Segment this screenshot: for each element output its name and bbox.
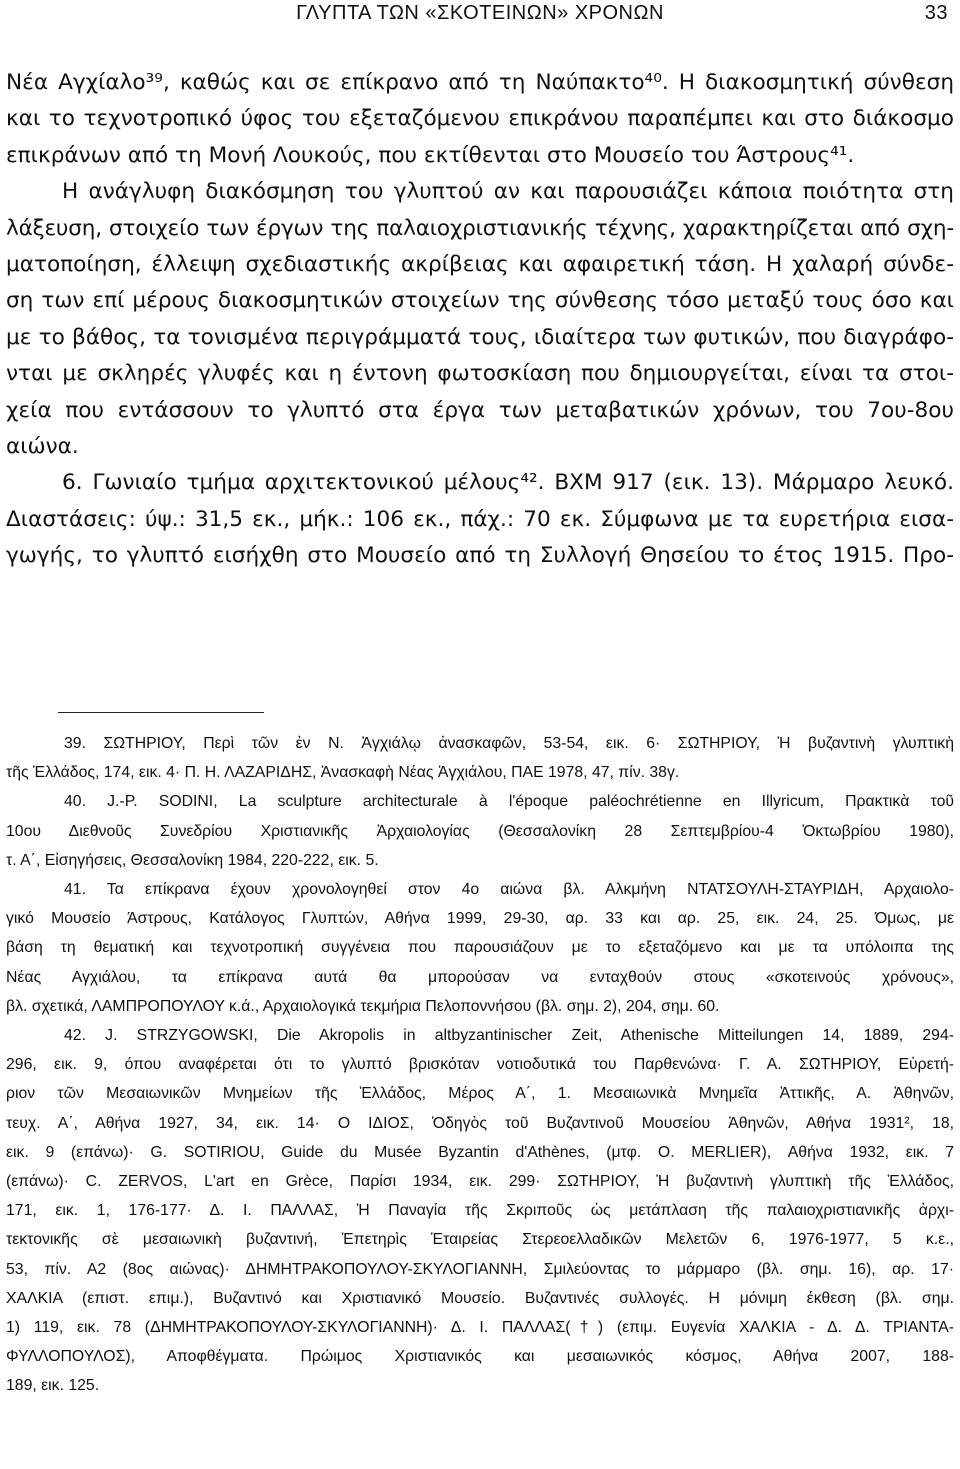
footnote-line: 296, εικ. 9, όπου αναφέρεται ότι το γλυπτό βρισκόταν νοτιοδυτικά του Παρθενώνα· Γ. Α. ΣΩΤΗΡΙΟΥ, Εὑρετή- <box>6 1056 954 1074</box>
body-line: νται με σκληρές γλυφές και η έντονη φωτοσκίαση που δημιουργείται, είναι τα στοι- <box>6 361 954 387</box>
footnotes <box>6 729 954 1401</box>
body-line: αιώνα. <box>6 434 79 460</box>
body-line: Διαστάσεις: ύψ.: 31,5 εκ., μήκ.: 106 εκ., πάχ.: 70 εκ. Σύμφωνα με τα ευρετήρια εισα- <box>6 506 954 532</box>
footnote-line: 42. J. STRZYGOWSKI, Die Akropolis in altbyzantinischer Zeit, Athenische Mitteilungen 14, 1889, 294- <box>64 1027 954 1045</box>
body-line: λάξευση, στοιχείο των έργων της παλαιοχριστιανικής τέχνης, χαρακτηρίζεται από σχη- <box>6 215 954 241</box>
footnote-line: Νέας Αγχιάλου, τα επίκρανα αυτά θα μπορούσαν να ενταχθούν στους «σκοτεινούς χρόνους», <box>6 968 954 986</box>
footnote-line: εικ. 9 (επάνω)· G. SOTIRIOU, Guide du Musée Byzantin d'Athènes, (μτφ. O. MERLIER), Αθήνα 1932, εικ. 7 <box>6 1143 954 1161</box>
body-line: γωγής, το γλυπτό εισήχθη στο Μουσείο από τη Συλλογή Θησείου το έτος 1915. Προ- <box>6 543 954 569</box>
running-head-title: ΓΛΥΠΤΑ ΤΩΝ «ΣΚΟΤΕΙΝΩΝ» ΧΡΟΝΩΝ <box>296 2 664 24</box>
body-line: χεία που εντάσσουν το γλυπτό στα έργα των μεταβατικών χρόνων, του 7ου-8ου <box>6 397 954 423</box>
body-line: ση των επί μέρους διακοσμητικών στοιχείων της σύνθεσης τόσο μεταξύ τους όσο και <box>6 288 954 314</box>
body-line: Νέα Αγχίαλο³⁹, καθώς και σε επίκρανο από τη Ναύπακτο⁴⁰. Η διακοσμητική σύνθεση <box>6 70 954 95</box>
footnote-line: ΧΑΛΚΙΑ (επιστ. επιμ.), Βυζαντινό και Χριστιανικό Μουσείο. Βυζαντινές συλλογές. Η μόνιμη έκθεση (βλ. σημ. <box>6 1289 954 1307</box>
footnote-line: 171, εικ. 1, 176-177· Δ. Ι. ΠΑΛΛΑΣ, Ἡ Παναγία τῆς Σκριποῦς ὡς μετάπλαση τῆς παλαιοχριστιανικῆς ἀρχι- <box>6 1202 954 1220</box>
footnote-separator <box>58 712 264 713</box>
footnote-line: βλ. σχετικά, ΛΑΜΠΡΟΠΟΥΛΟΥ κ.ά., Αρχαιολογικά τεκμήρια Πελοποννήσου (βλ. σημ. 2), 204, σημ. 60. <box>6 997 720 1015</box>
footnote-line: (επάνω)· C. ZERVOS, L'art en Grèce, Παρίσι 1934, εικ. 299· ΣΩΤΗΡΙΟΥ, Ἡ βυζαντινὴ γλυπτικὴ τῆς Ἑλλάδος, <box>6 1173 954 1191</box>
body-line: με το βάθος, τα τονισμένα περιγράμματά τους, ιδιαίτερα των φυτικών, που διαγράφο- <box>6 324 954 350</box>
body-line: επικράνων από τη Μονή Λουκούς, που εκτίθενται στο Μουσείο του Άστρους⁴¹. <box>6 142 855 168</box>
footnote-line: 53, πίν. Α2 (8ος αιώνας)· ΔΗΜΗΤΡΑΚΟΠΟΥΛΟΥ-ΣΚΥΛΟΓΙΑΝΝΗ, Σμιλεύοντας το μάρμαρο (βλ. σημ. 16), αρ. 17· <box>6 1260 954 1278</box>
footnote-line: 189, εικ. 125. <box>6 1377 100 1395</box>
footnote-line: βάση τη θεματική και τεχνοτροπική συγγένεια που παρουσιάζουν με το εξεταζόμενο και με τα υπόλοιπα της <box>6 939 954 957</box>
running-head <box>0 2 960 30</box>
footnote-line: 1) 119, εικ. 78 (ΔΗΜΗΤΡΑΚΟΠΟΥΛΟΥ-ΣΚΥΛΟΓΙΑΝΝΗ)· Δ. Ι. ΠΑΛΛΑΣ(†) (επιμ. Ευγενία ΧΑΛΚΙΑ - Δ. Δ. ΤΡΙΑΝΤΑ- <box>6 1319 954 1337</box>
footnote-line: ΦΥΛΛΟΠΟΥΛΟΣ), Αποφθέγματα. Πρώιμος Χριστιανικός και μεσαιωνικός κόσμος, Αθήνα 2007, 188- <box>6 1348 954 1366</box>
footnote-line: γικό Μουσείο Άστρους, Κατάλογος Γλυπτών, Αθήνα 1999, 29-30, αρ. 33 και αρ. 25, εικ. 24, 25. Όμως, με <box>6 910 954 928</box>
footnote-line: 40. J.-P. SODINI, La sculpture architecturale à l'époque paléochrétienne en Illyricum, Πρακτικὰ τοῦ <box>64 793 954 811</box>
body-text <box>6 65 954 575</box>
footnote-line: τεκτονικῆς σὲ μεσαιωνικὴ βυζαντινή, Ἐπετηρὶς Ἑταιρείας Στερεοελλαδικῶν Μελετῶν 6, 1976-1977, 5 κ.ε., <box>6 1231 954 1249</box>
page-number: 33 <box>924 2 948 24</box>
footnote-line: ριον τῶν Μεσαιωνικῶν Μνημείων τῆς Ἑλλάδος, Μέρος Α΄, 1. Μεσαιωνικὰ Μνημεῖα Ἀττικῆς, Α. Ἀθηνῶν, <box>6 1085 954 1103</box>
body-line: Η ανάγλυφη διακόσμηση του γλυπτού αν και παρουσιάζει κάποια ποιότητα στη <box>62 179 954 205</box>
footnote-line: 39. ΣΩΤΗΡΙΟΥ, Περὶ τῶν ἐν Ν. Ἀγχιάλῳ ἀνασκαφῶν, 53-54, εικ. 6· ΣΩΤΗΡΙΟΥ, Ἡ βυζαντινὴ γλυπτικὴ <box>64 735 954 752</box>
footnote-line: τ. Α΄, Εἰσηγήσεις, Θεσσαλονίκη 1984, 220-222, εικ. 5. <box>6 851 379 869</box>
body-line: ματοποίηση, έλλειψη σχεδιαστικής ακρίβειας και αφαιρετική τάση. Η χαλαρή σύνδε- <box>6 252 954 278</box>
footnote-line: τῆς Ἑλλάδος, 174, εικ. 4· Π. Η. ΛΑΖΑΡΙΔΗΣ, Ἀνασκαφὴ Νέας Ἀγχιάλου, ΠΑΕ 1978, 47, πίν. 38γ. <box>6 764 680 782</box>
body-line: και το τεχνοτροπικό ύφος του εξεταζόμενου επικράνου παραπέμπει και στο διάκοσμο <box>6 106 954 132</box>
footnote-line: 41. Τα επίκρανα έχουν χρονολογηθεί στον 4ο αιώνα βλ. Αλκμήνη ΝΤΑΤΣΟΥΛΗ-ΣΤΑΥΡΙΔΗ, Αρχαιολο- <box>64 881 954 899</box>
footnote-line: τευχ. Α΄, Αθήνα 1927, 34, εικ. 14· Ο ΙΔΙΟΣ, Ὁδηγὸς τοῦ Βυζαντινοῦ Μουσείου Ἀθηνῶν, Αθήνα 1931², 18, <box>6 1114 954 1132</box>
footnote-line: 10ου Διεθνοῦς Συνεδρίου Χριστιανικῆς Ἀρχαιολογίας (Θεσσαλονίκη 28 Σεπτεμβρίου-4 Ὀκτωβρίου 1980), <box>6 822 954 840</box>
body-line: 6. Γωνιαίο τμήμα αρχιτεκτονικού μέλους⁴². ΒΧΜ 917 (εικ. 13). Μάρμαρο λευκό. <box>62 470 954 496</box>
